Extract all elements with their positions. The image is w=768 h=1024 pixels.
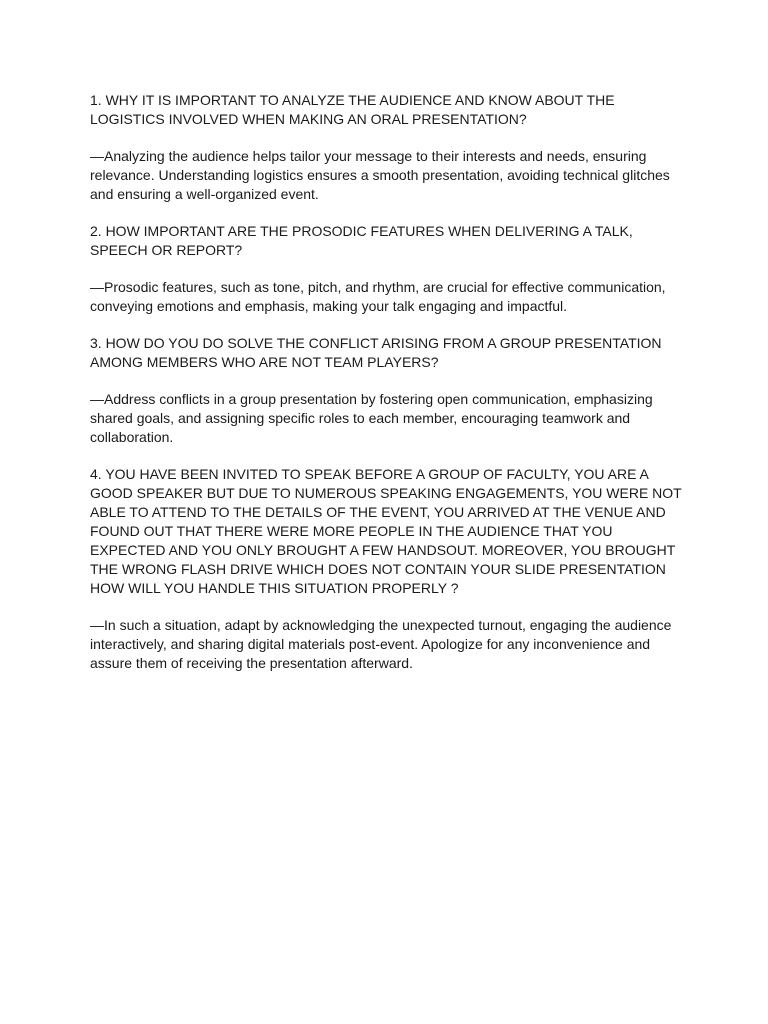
document-body [90,91,690,691]
answer-4: —In such a situation, adapt by acknowledging the unexpected turnout, engaging the audience interactively, and sharing digital materials post-event. Apologize for any inconvenience and assure them of receiving the presentation afterward. [90,617,672,671]
question-1: 1. WHY IT IS IMPORTANT TO ANALYZE THE AUDIENCE AND KNOW ABOUT THE LOGISTICS INVOLVED WHEN MAKING AN ORAL PRESENTATION? [90,92,615,127]
question-2: 2. HOW IMPORTANT ARE THE PROSODIC FEATURES WHEN DELIVERING A TALK, SPEECH OR REPORT? [90,223,633,258]
answer-1: —Analyzing the audience helps tailor your message to their interests and needs, ensuring relevance. Understanding logistics ensures a smooth presentation, avoiding technical glitches and ensuring a well-organized event. [90,148,670,202]
question-4: 4. YOU HAVE BEEN INVITED TO SPEAK BEFORE A GROUP OF FACULTY, YOU ARE A GOOD SPEAKER BUT DUE TO NUMEROUS SPEAKING ENGAGEMENTS, YOU WERE NOT ABLE TO ATTEND TO THE DETAILS OF THE EVENT, YOU ARRIVED AT THE VENUE AND FOUND OUT THAT THERE WERE MORE PEOPLE IN THE AUDIENCE THAT YOU EXPECTED AND YOU ONLY BROUGHT A FEW HANDSOUT. MOREOVER, YOU BROUGHT THE WRONG FLASH DRIVE WHICH DOES NOT CONTAIN YOUR SLIDE PRESENTATION HOW WILL YOU HANDLE THIS SITUATION PROPERLY ? [90,466,682,596]
answer-2: —Prosodic features, such as tone, pitch, and rhythm, are crucial for effective communication, conveying emotions and emphasis, making your talk engaging and impactful. [90,279,666,314]
question-3: 3. HOW DO YOU DO SOLVE THE CONFLICT ARISING FROM A GROUP PRESENTATION AMONG MEMBERS WHO ARE NOT TEAM PLAYERS? [90,335,662,370]
answer-3: —Address conflicts in a group presentation by fostering open communication, emphasizing shared goals, and assigning specific roles to each member, encouraging teamwork and collaboration. [90,391,653,445]
